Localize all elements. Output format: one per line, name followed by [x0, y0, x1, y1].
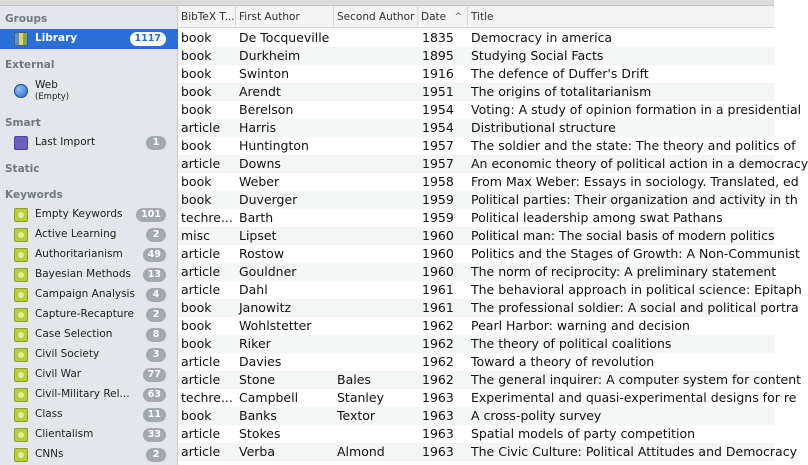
type-cell: book	[181, 336, 212, 351]
title-cell: Political man: The social basis of modern politics	[471, 228, 775, 243]
title-cell: The behavioral approach in political science: Epitaph	[471, 282, 802, 297]
table-row[interactable]	[178, 155, 808, 173]
library-icon	[14, 32, 28, 46]
table-row[interactable]	[178, 101, 802, 119]
sidebar-item-keyword[interactable]	[0, 265, 178, 285]
type-cell: book	[181, 84, 212, 99]
sidebar-item-keyword[interactable]	[0, 305, 178, 325]
keyword-folder-icon	[14, 288, 28, 302]
type-cell: article	[181, 282, 221, 297]
date-cell: 1895	[422, 48, 454, 63]
table-row[interactable]	[178, 335, 774, 353]
keyword-folder-icon	[14, 408, 28, 422]
table-header	[178, 6, 774, 28]
sidebar-item-label: Case Selection	[35, 328, 113, 340]
date-cell: 1959	[422, 210, 454, 225]
title-cell: Pearl Harbor: warning and decision	[471, 318, 690, 333]
sidebar-item-label: Bayesian Methods	[35, 268, 131, 280]
keyword-folder-icon	[14, 308, 28, 322]
second-author-cell	[337, 317, 415, 335]
second-author-cell	[337, 191, 415, 209]
first-author-cell: Barth	[239, 210, 274, 225]
keyword-folder-icon	[14, 228, 28, 242]
sidebar-item-label: Web	[35, 79, 58, 91]
title-cell: The professional soldier: A social and political portra	[471, 300, 799, 315]
table-row[interactable]	[178, 389, 797, 407]
first-author-cell: De Tocqueville	[239, 30, 330, 45]
first-author-cell: Banks	[239, 408, 277, 423]
type-cell: techre...	[181, 210, 233, 225]
sidebar-item-web[interactable]	[0, 78, 178, 104]
sidebar-item-label: Authoritarianism	[35, 248, 123, 260]
table-row[interactable]	[178, 317, 774, 335]
sidebar-item-keyword[interactable]	[0, 365, 178, 385]
column-header-date[interactable]	[418, 6, 468, 28]
date-cell: 1960	[422, 246, 454, 261]
type-cell: book	[181, 300, 212, 315]
keyword-folder-icon	[14, 248, 28, 262]
sidebar-item-keyword[interactable]	[0, 405, 178, 425]
first-author-cell: Huntington	[239, 138, 309, 153]
type-cell: book	[181, 66, 212, 81]
table-row[interactable]	[178, 263, 777, 281]
first-author-cell: Campbell	[239, 390, 299, 405]
first-author-cell: Riker	[239, 336, 271, 351]
type-cell: techre...	[181, 390, 233, 405]
first-author-cell: Verba	[239, 444, 276, 459]
table-row[interactable]	[178, 47, 774, 65]
table-row[interactable]	[178, 299, 799, 317]
second-author-cell	[337, 245, 415, 263]
keyword-folder-icon	[14, 268, 28, 282]
date-cell: 1962	[422, 318, 454, 333]
title-cell: The norm of reciprocity: A preliminary statement	[471, 264, 777, 279]
title-cell: Spatial models of party competition	[471, 426, 696, 441]
sidebar-item-label: Civil War	[35, 368, 82, 380]
second-author-cell	[337, 263, 415, 281]
column-header-second-author[interactable]: Second Author	[334, 6, 418, 28]
sidebar-item-label: Library	[35, 32, 78, 44]
title-cell: Studying Social Facts	[471, 48, 604, 63]
first-author-cell: Durkheim	[239, 48, 301, 63]
count-badge: 2	[146, 448, 166, 462]
second-author-cell: Almond	[337, 444, 385, 459]
first-author-cell: Stone	[239, 372, 276, 387]
external-heading: External	[5, 59, 55, 71]
type-cell: book	[181, 102, 212, 117]
type-cell: article	[181, 444, 221, 459]
type-cell: book	[181, 30, 212, 45]
first-author-cell: Stokes	[239, 426, 281, 441]
count-badge: 1117	[130, 32, 166, 46]
second-author-cell	[337, 173, 415, 191]
sidebar-item-keyword[interactable]	[0, 225, 178, 245]
title-cell: Distributional structure	[471, 120, 616, 135]
type-cell: article	[181, 264, 221, 279]
count-badge: 2	[146, 228, 166, 242]
date-cell: 1958	[422, 174, 454, 189]
second-author-cell	[337, 83, 415, 101]
table-row[interactable]	[178, 173, 799, 191]
first-author-cell: Arendt	[239, 84, 281, 99]
title-cell: A cross-polity survey	[471, 408, 602, 423]
globe-icon	[14, 84, 28, 98]
first-author-cell: Janowitz	[239, 300, 292, 315]
title-cell: Democracy in america	[471, 30, 613, 45]
count-badge: 49	[143, 248, 166, 262]
date-cell: 1951	[422, 84, 454, 99]
second-author-cell	[337, 353, 415, 371]
first-author-cell: Berelson	[239, 102, 294, 117]
column-header-first-author[interactable]: First Author	[236, 6, 334, 28]
keyword-folder-icon	[14, 348, 28, 362]
sidebar-item-label: Capture-Recapture	[35, 308, 135, 320]
type-cell: article	[181, 372, 221, 387]
window-top-edge	[0, 0, 774, 6]
sidebar-item-label: Clientalism	[35, 428, 94, 440]
sidebar-item-label: Empty Keywords	[35, 208, 123, 220]
title-cell: The general inquirer: A computer system for content	[471, 372, 802, 387]
sort-ascending-icon: ^	[454, 12, 462, 22]
keyword-folder-icon	[14, 428, 28, 442]
date-cell: 1960	[422, 264, 454, 279]
date-cell: 1954	[422, 120, 454, 135]
keyword-folder-icon	[14, 388, 28, 402]
type-cell: article	[181, 246, 221, 261]
date-cell: 1954	[422, 102, 454, 117]
second-author-cell	[337, 119, 415, 137]
second-author-cell	[337, 137, 415, 155]
title-cell: Voting: A study of opinion formation in a presidential	[471, 102, 802, 117]
table-row[interactable]	[178, 191, 798, 209]
title-cell: The origins of totalitarianism	[471, 84, 652, 99]
table-row[interactable]	[178, 407, 774, 425]
sidebar-item-keyword[interactable]	[0, 205, 178, 225]
date-cell: 1960	[422, 228, 454, 243]
sidebar-item-label: Civil-Military Rel...	[35, 388, 130, 400]
sidebar-item-label: CNNs	[35, 448, 64, 460]
type-cell: book	[181, 318, 212, 333]
table-row[interactable]	[178, 443, 797, 461]
title-cell: Toward a theory of revolution	[471, 354, 655, 369]
sidebar-item-label: Campaign Analysis	[35, 288, 135, 300]
type-cell: book	[181, 192, 212, 207]
sidebar-item-keyword[interactable]	[0, 345, 178, 365]
title-cell: Political leadership among swat Pathans	[471, 210, 723, 225]
table-row[interactable]	[178, 29, 774, 47]
date-cell: 1957	[422, 156, 454, 171]
smart-group-icon	[14, 136, 28, 150]
column-header-label: Date	[421, 11, 447, 23]
date-cell: 1959	[422, 192, 454, 207]
groups-heading: Groups	[5, 13, 48, 25]
count-badge: 8	[146, 328, 166, 342]
keyword-folder-icon	[14, 448, 28, 462]
type-cell: article	[181, 120, 221, 135]
first-author-cell: Downs	[239, 156, 281, 171]
title-cell: An economic theory of political action in a democracy	[471, 156, 808, 171]
type-cell: misc	[181, 228, 211, 243]
sidebar-item-keyword[interactable]	[0, 245, 178, 265]
table-row[interactable]	[178, 227, 774, 245]
first-author-cell: Duverger	[239, 192, 298, 207]
second-author-cell: Stanley	[337, 390, 384, 405]
date-cell: 1963	[422, 444, 454, 459]
type-cell: article	[181, 156, 221, 171]
date-cell: 1962	[422, 336, 454, 351]
title-cell: Political parties: Their organization and activity in th	[471, 192, 798, 207]
date-cell: 1961	[422, 300, 454, 315]
title-cell: Experimental and quasi-experimental designs for re	[471, 390, 797, 405]
table-row[interactable]	[178, 425, 774, 443]
title-cell: The defence of Duffer's Drift	[471, 66, 649, 81]
sidebar-item-keyword[interactable]	[0, 325, 178, 345]
date-cell: 1963	[422, 426, 454, 441]
count-badge: 63	[143, 388, 166, 402]
count-badge: 33	[143, 428, 166, 442]
date-cell: 1961	[422, 282, 454, 297]
table-row[interactable]	[178, 119, 774, 137]
first-author-cell: Weber	[239, 174, 280, 189]
type-cell: book	[181, 48, 212, 63]
title-cell: The Civic Culture: Political Attitudes and Democracy	[471, 444, 797, 459]
date-cell: 1957	[422, 138, 454, 153]
date-cell: 1916	[422, 66, 454, 81]
second-author-cell	[337, 65, 415, 83]
sidebar-item-label: Active Learning	[35, 228, 117, 240]
count-badge: 3	[146, 348, 166, 362]
second-author-cell	[337, 101, 415, 119]
keyword-folder-icon	[14, 328, 28, 342]
second-author-cell	[337, 425, 415, 443]
keywords-heading: Keywords	[5, 189, 63, 201]
date-cell: 1962	[422, 372, 454, 387]
sidebar-item-keyword[interactable]	[0, 425, 178, 445]
sidebar-item-keyword[interactable]	[0, 445, 178, 465]
count-badge: 13	[143, 268, 166, 282]
table-row[interactable]	[178, 371, 802, 389]
second-author-cell: Bales	[337, 372, 371, 387]
publications-table	[178, 0, 808, 465]
sidebar-item-label: Last Import	[35, 136, 96, 148]
sidebar	[0, 0, 178, 465]
column-header-title[interactable]: Title	[471, 11, 494, 23]
table-row[interactable]	[178, 209, 774, 227]
date-cell: 1962	[422, 354, 454, 369]
type-cell: article	[181, 354, 221, 369]
table-row[interactable]	[178, 65, 774, 83]
sidebar-item-label: Class	[35, 408, 63, 420]
second-author-cell	[337, 227, 415, 245]
smart-heading: Smart	[5, 117, 41, 129]
first-author-cell: Swinton	[239, 66, 290, 81]
second-author-cell	[337, 335, 415, 353]
column-header-type[interactable]: BibTeX T...	[178, 6, 236, 28]
table-row[interactable]	[178, 245, 800, 263]
second-author-cell	[337, 29, 415, 47]
sidebar-item-label: Civil Society	[35, 348, 100, 360]
title-cell: The soldier and the state: The theory and politics of	[471, 138, 796, 153]
keyword-folder-icon	[14, 368, 28, 382]
first-author-cell: Rostow	[239, 246, 285, 261]
keyword-folder-icon	[14, 208, 28, 222]
date-cell: 1835	[422, 30, 454, 45]
first-author-cell: Wohlstetter	[239, 318, 312, 333]
static-heading: Static	[5, 163, 40, 175]
first-author-cell: Lipset	[239, 228, 277, 243]
sidebar-item-keyword[interactable]	[0, 385, 178, 405]
table-row[interactable]	[178, 353, 774, 371]
table-row[interactable]	[178, 281, 802, 299]
type-cell: article	[181, 426, 221, 441]
count-badge: 11	[143, 408, 166, 422]
second-author-cell	[337, 155, 415, 173]
type-cell: book	[181, 174, 212, 189]
second-author-cell	[337, 281, 415, 299]
first-author-cell: Harris	[239, 120, 277, 135]
sidebar-item-last-import[interactable]	[0, 133, 178, 153]
count-badge: 2	[146, 308, 166, 322]
title-cell: Politics and the Stages of Growth: A Non-Communist	[471, 246, 800, 261]
title-cell: The theory of political coalitions	[471, 336, 672, 351]
second-author-cell: Textor	[337, 408, 376, 423]
table-row[interactable]	[178, 137, 796, 155]
second-author-cell	[337, 209, 415, 227]
second-author-cell	[337, 299, 415, 317]
type-cell: book	[181, 408, 212, 423]
second-author-cell	[337, 47, 415, 65]
first-author-cell: Gouldner	[239, 264, 297, 279]
sidebar-item-keyword[interactable]	[0, 285, 178, 305]
count-badge: 101	[136, 208, 166, 222]
title-cell: From Max Weber: Essays in sociology. Translated, ed	[471, 174, 799, 189]
count-badge: 77	[143, 368, 166, 382]
first-author-cell: Dahl	[239, 282, 268, 297]
sidebar-item-library[interactable]	[0, 29, 178, 49]
count-badge: 1	[146, 136, 166, 150]
table-row[interactable]	[178, 83, 774, 101]
sidebar-item-sublabel: (Empty)	[35, 92, 70, 102]
count-badge: 4	[146, 288, 166, 302]
date-cell: 1963	[422, 390, 454, 405]
date-cell: 1963	[422, 408, 454, 423]
first-author-cell: Davies	[239, 354, 282, 369]
type-cell: book	[181, 138, 212, 153]
